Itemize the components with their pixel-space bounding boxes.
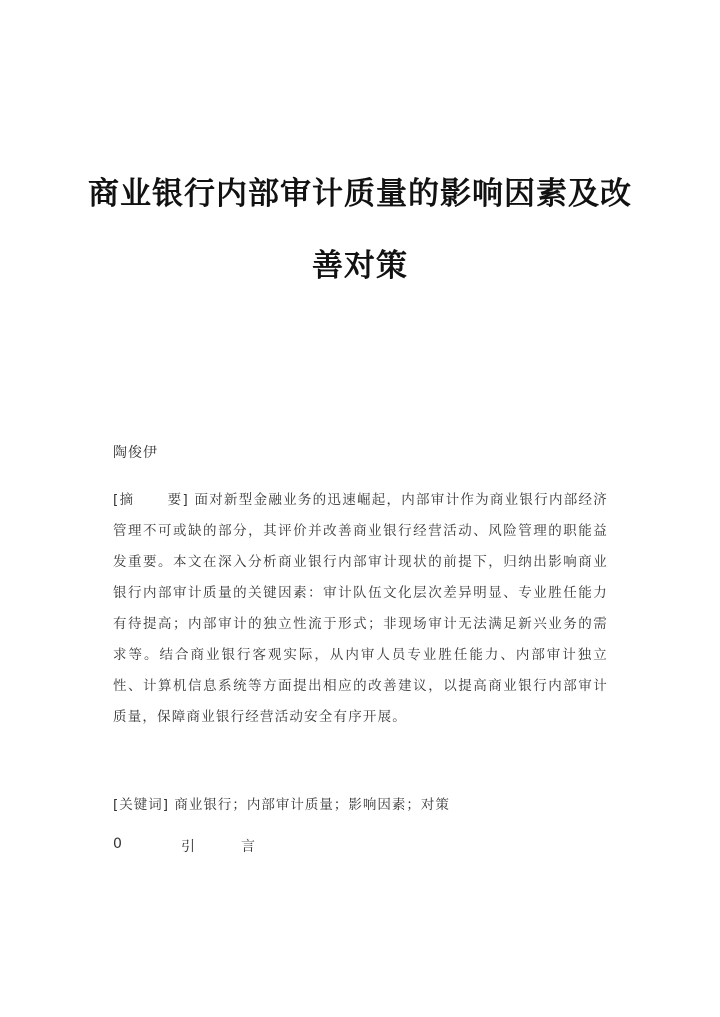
keywords-line [113, 793, 450, 813]
keywords-text: 商业银行；内部审计质量；影响因素；对策 [174, 797, 450, 813]
abstract-paragraph [113, 485, 608, 733]
section-title-char-1: 引 [181, 839, 195, 855]
keywords-label: [关键词] [113, 797, 170, 813]
abstract-text: 面对新型金融业务的迅速崛起，内部审计作为商业银行内部经济管理不可或缺的部分，其评价并改善商业银行经营活动、风险管理的职能益发重要。本文在深入分析商业银行内部审计现状的前提下，归纳出影响商业银行内部审计质量的关键因素：审计队伍文化层次差异明显、专业胜任能力有待提高；内部审计的独立性流于形式；非现场审计无法满足新兴业务的需求等。结合商业银行客观实际，从内审人员专业胜任能力、内部审计独立性、计算机信息系统等方面提出相应的改善建议，以提高商业银行内部审计质量，保障商业银行经营活动安全有序开展。 [113, 492, 608, 725]
author-name: 陶俊伊 [113, 445, 158, 461]
section-title-char-2: 言 [241, 839, 255, 855]
document-title-line-1: 商业银行内部审计质量的影响因素及改 [88, 176, 632, 212]
section-number: 0 [113, 836, 122, 852]
document-title-line-2: 善对策 [312, 248, 408, 284]
abstract-label: [摘 要] [113, 492, 189, 508]
